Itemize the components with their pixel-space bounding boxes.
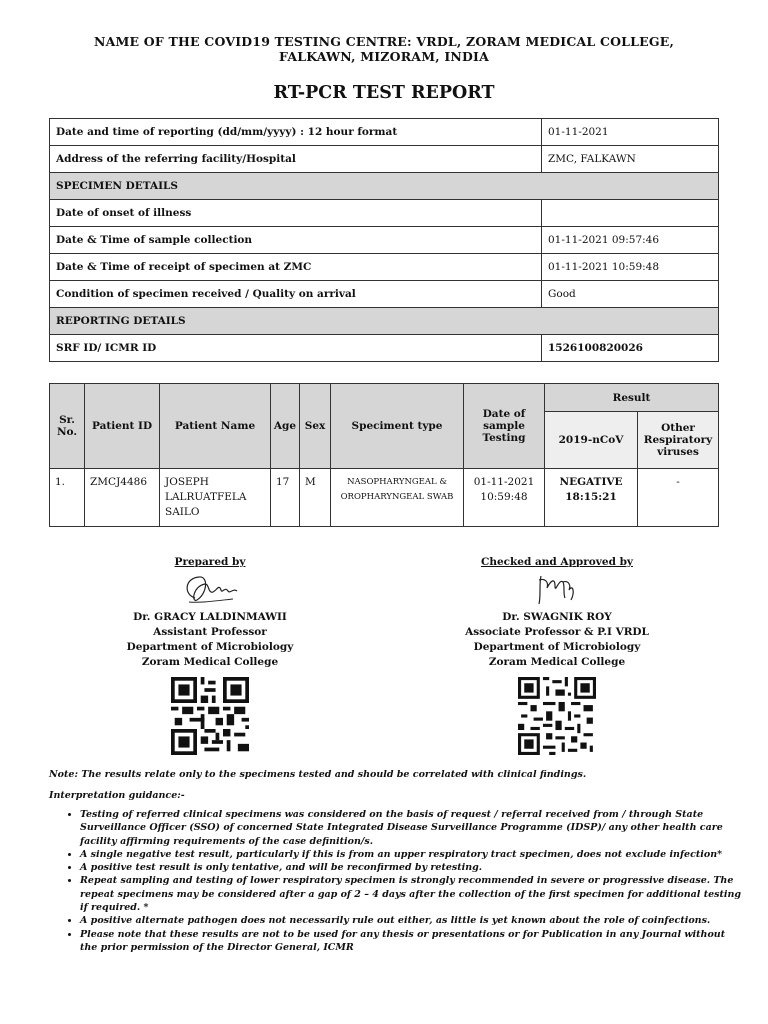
approved-department: Department of Microbiology: [473, 641, 641, 653]
guidance-item: • Please note that these results are not to be used for any thesis or presentations or for Publication in any Journal without the prior permission of the Director General, ICMR: [80, 928, 745, 955]
approved-college: Zoram Medical College: [488, 656, 626, 668]
approved-name: Dr. SWAGNIK ROY: [502, 611, 612, 623]
guidance-list: [60, 808, 745, 954]
approved-by-heading: Checked and Approved by: [480, 556, 634, 568]
page-title: RT-PCR TEST REPORT: [273, 83, 495, 103]
address-value: ZMC, FALKAWN: [542, 146, 719, 173]
cell-ncov-result: [545, 469, 638, 527]
onset-value: [542, 200, 719, 227]
col-result: Result: [545, 384, 719, 412]
centre-name-line2: FALKAWN, MIZORAM, INDIA: [278, 49, 489, 64]
prepared-department: Department of Microbiology: [126, 641, 294, 653]
report-info-table: [49, 118, 719, 362]
reporting-label: Date and time of reporting (dd/mm/yyyy) : 12 hour format: [50, 119, 542, 146]
collection-value: 01-11-2021 09:57:46: [542, 227, 719, 254]
address-label: Address of the referring facility/Hospital: [50, 146, 542, 173]
prepared-college: Zoram Medical College: [141, 656, 279, 668]
cell-patient-name: JOSEPH LALRUATFELA SAILO: [160, 469, 271, 527]
info-row-reporting: [50, 119, 719, 146]
ncov-result-text: NEGATIVE: [559, 476, 623, 488]
centre-name-line1: NAME OF THE COVID19 TESTING CENTRE: VRDL, ZORAM MEDICAL COLLEGE,: [93, 34, 675, 49]
col-patient-id: Patient ID: [85, 384, 160, 469]
info-row-onset: [50, 200, 719, 227]
srf-label: SRF ID/ ICMR ID: [50, 335, 542, 362]
result-table: [49, 383, 719, 527]
prepared-by-heading: Prepared by: [174, 556, 246, 568]
prepared-name: Dr. GRACY LALDINMAWII: [133, 611, 287, 623]
qr-code-icon: [171, 677, 249, 755]
receipt-label: Date & Time of receipt of specimen at ZMC: [50, 254, 542, 281]
col-other-viruses: Other Respiratory viruses: [638, 412, 719, 469]
guidance-item: • Testing of referred clinical specimens was considered on the basis of request / referral received from / through State Surveillance Officer (SSO) of concerned State Integrated Disease Surveillance Programme (IDSP)/ any other health care facility affirming requirements of the case definition/s.: [80, 808, 745, 848]
ncov-result-time: 18:15:21: [565, 491, 617, 503]
specimen-section-heading: SPECIMEN DETAILS: [50, 173, 719, 200]
approved-signature: [527, 572, 587, 606]
prepared-signature: [175, 572, 245, 606]
receipt-value: 01-11-2021 10:59:48: [542, 254, 719, 281]
info-row-srf: [50, 335, 719, 362]
guidance-item: • A positive alternate pathogen does not necessarily rule out either, as little is yet known about the role of coinfections.: [80, 914, 745, 927]
condition-label: Condition of specimen received / Quality on arrival: [50, 281, 542, 308]
info-row-address: [50, 146, 719, 173]
specimen-section-row: [50, 173, 719, 200]
table-row: [50, 469, 719, 527]
col-sr: Sr. No.: [50, 384, 85, 469]
collection-label: Date & Time of sample collection: [50, 227, 542, 254]
col-patient-name: Patient Name: [160, 384, 271, 469]
cell-patient-id: ZMCJ4486: [85, 469, 160, 527]
cell-date-testing: 01-11-2021 10:59:48: [464, 469, 545, 527]
col-age: Age: [271, 384, 300, 469]
info-row-collection: [50, 227, 719, 254]
condition-value: Good: [542, 281, 719, 308]
onset-label: Date of onset of illness: [50, 200, 542, 227]
reporting-value: 01-11-2021: [542, 119, 719, 146]
info-row-condition: [50, 281, 719, 308]
guidance-item: • Repeat sampling and testing of lower respiratory specimen is strongly recommended in severe or progressive disease. The repeat specimens may be considered after a gap of 2 – 4 days after the collection of the first specimen for additional testing if required. *: [80, 874, 745, 914]
col-sex: Sex: [300, 384, 331, 469]
approved-designation: Associate Professor & P.I VRDL: [465, 626, 649, 638]
guidance-item: • A single negative test result, particularly if this is from an upper respiratory tract specimen, does not exclude infection*: [80, 848, 745, 861]
cell-specimen-type: NASOPHARYNGEAL & OROPHARYNGEAL SWAB: [331, 469, 464, 527]
info-row-receipt: [50, 254, 719, 281]
guidance-item: • A positive test result is only tentative, and will be reconfirmed by retesting.: [80, 861, 745, 874]
cell-sr: 1.: [50, 469, 85, 527]
col-specimen-type: Speciment type: [331, 384, 464, 469]
srf-value: 1526100820026: [542, 335, 719, 362]
cell-sex: M: [300, 469, 331, 527]
col-ncov: 2019-nCoV: [545, 412, 638, 469]
approved-by-block: [432, 555, 682, 670]
qr-code-icon: [518, 677, 596, 755]
cell-other-viruses: -: [638, 469, 719, 527]
cell-age: 17: [271, 469, 300, 527]
reporting-section-row: [50, 308, 719, 335]
guidance-title: Interpretation guidance:-: [49, 790, 185, 801]
prepared-by-block: [85, 555, 335, 670]
reporting-section-heading: REPORTING DETAILS: [50, 308, 719, 335]
col-date-testing: Date of sample Testing: [464, 384, 545, 469]
results-note: Note: The results relate only to the specimens tested and should be correlated with clinical findings.: [49, 769, 587, 780]
prepared-designation: Assistant Professor: [153, 626, 267, 638]
